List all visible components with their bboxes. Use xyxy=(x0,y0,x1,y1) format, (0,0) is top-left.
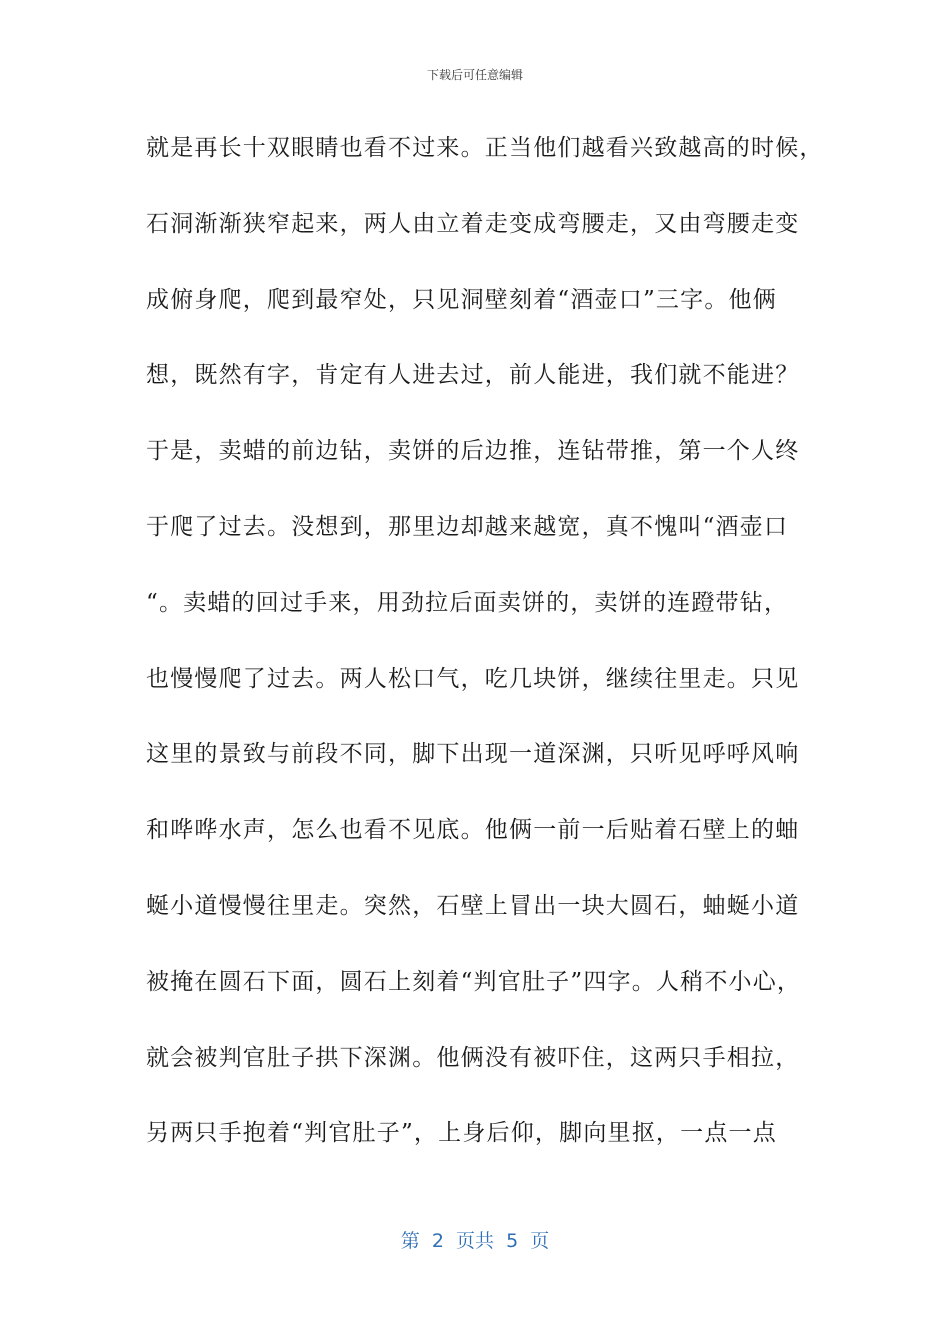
text-line: 被掩在圆石下面，圆石上刻着“判官肚子”四字。人稍不小心， xyxy=(146,968,802,995)
text-line: 于是，卖蜡的前边钻，卖饼的后边推，连钻带推，第一个人终 xyxy=(146,438,800,465)
text-line: 蜒小道慢慢往里走。突然，石壁上冒出一块大圆石，蚰蜒小道 xyxy=(146,892,800,919)
page-number-footer: 第 2 页共 5 页 xyxy=(400,1230,550,1252)
text-line: 石洞渐渐狭窄起来，两人由立着走变成弯腰走，又由弯腰走变 xyxy=(146,210,800,237)
text-line: 就是再长十双眼睛也看不过来。正当他们越看兴致越高的时候， xyxy=(146,135,824,161)
text-line: 成俯身爬，爬到最窄处，只见洞壁刻着“酒壶口”三字。他俩 xyxy=(146,286,777,313)
text-line: 就会被判官肚子拱下深渊。他俩没有被吓住，这两只手相拉， xyxy=(146,1044,800,1071)
text-line: 和哗哗水声，怎么也看不见底。他俩一前一后贴着石壁上的蚰 xyxy=(146,817,800,844)
body-text xyxy=(146,124,824,1185)
text-line: 另两只手抱着“判官肚子”，上身后仰，脚向里抠，一点一点 xyxy=(146,1120,777,1147)
page-header-note: 下载后可任意编辑 xyxy=(426,68,523,82)
text-line: 也慢慢爬了过去。两人松口气，吃几块饼，继续往里走。只见 xyxy=(146,665,800,692)
text-line: “。卖蜡的回过手来，用劲拉后面卖饼的，卖饼的连蹬带钻， xyxy=(146,589,789,616)
text-line: 于爬了过去。没想到，那里边却越来越宽，真不愧叫“酒壶口 xyxy=(146,513,789,540)
text-line: 这里的景致与前段不同，脚下出现一道深渊，只听见呼呼风响 xyxy=(146,741,800,768)
text-line: 想，既然有字，肯定有人进去过，前人能进，我们就不能进？ xyxy=(146,362,800,389)
